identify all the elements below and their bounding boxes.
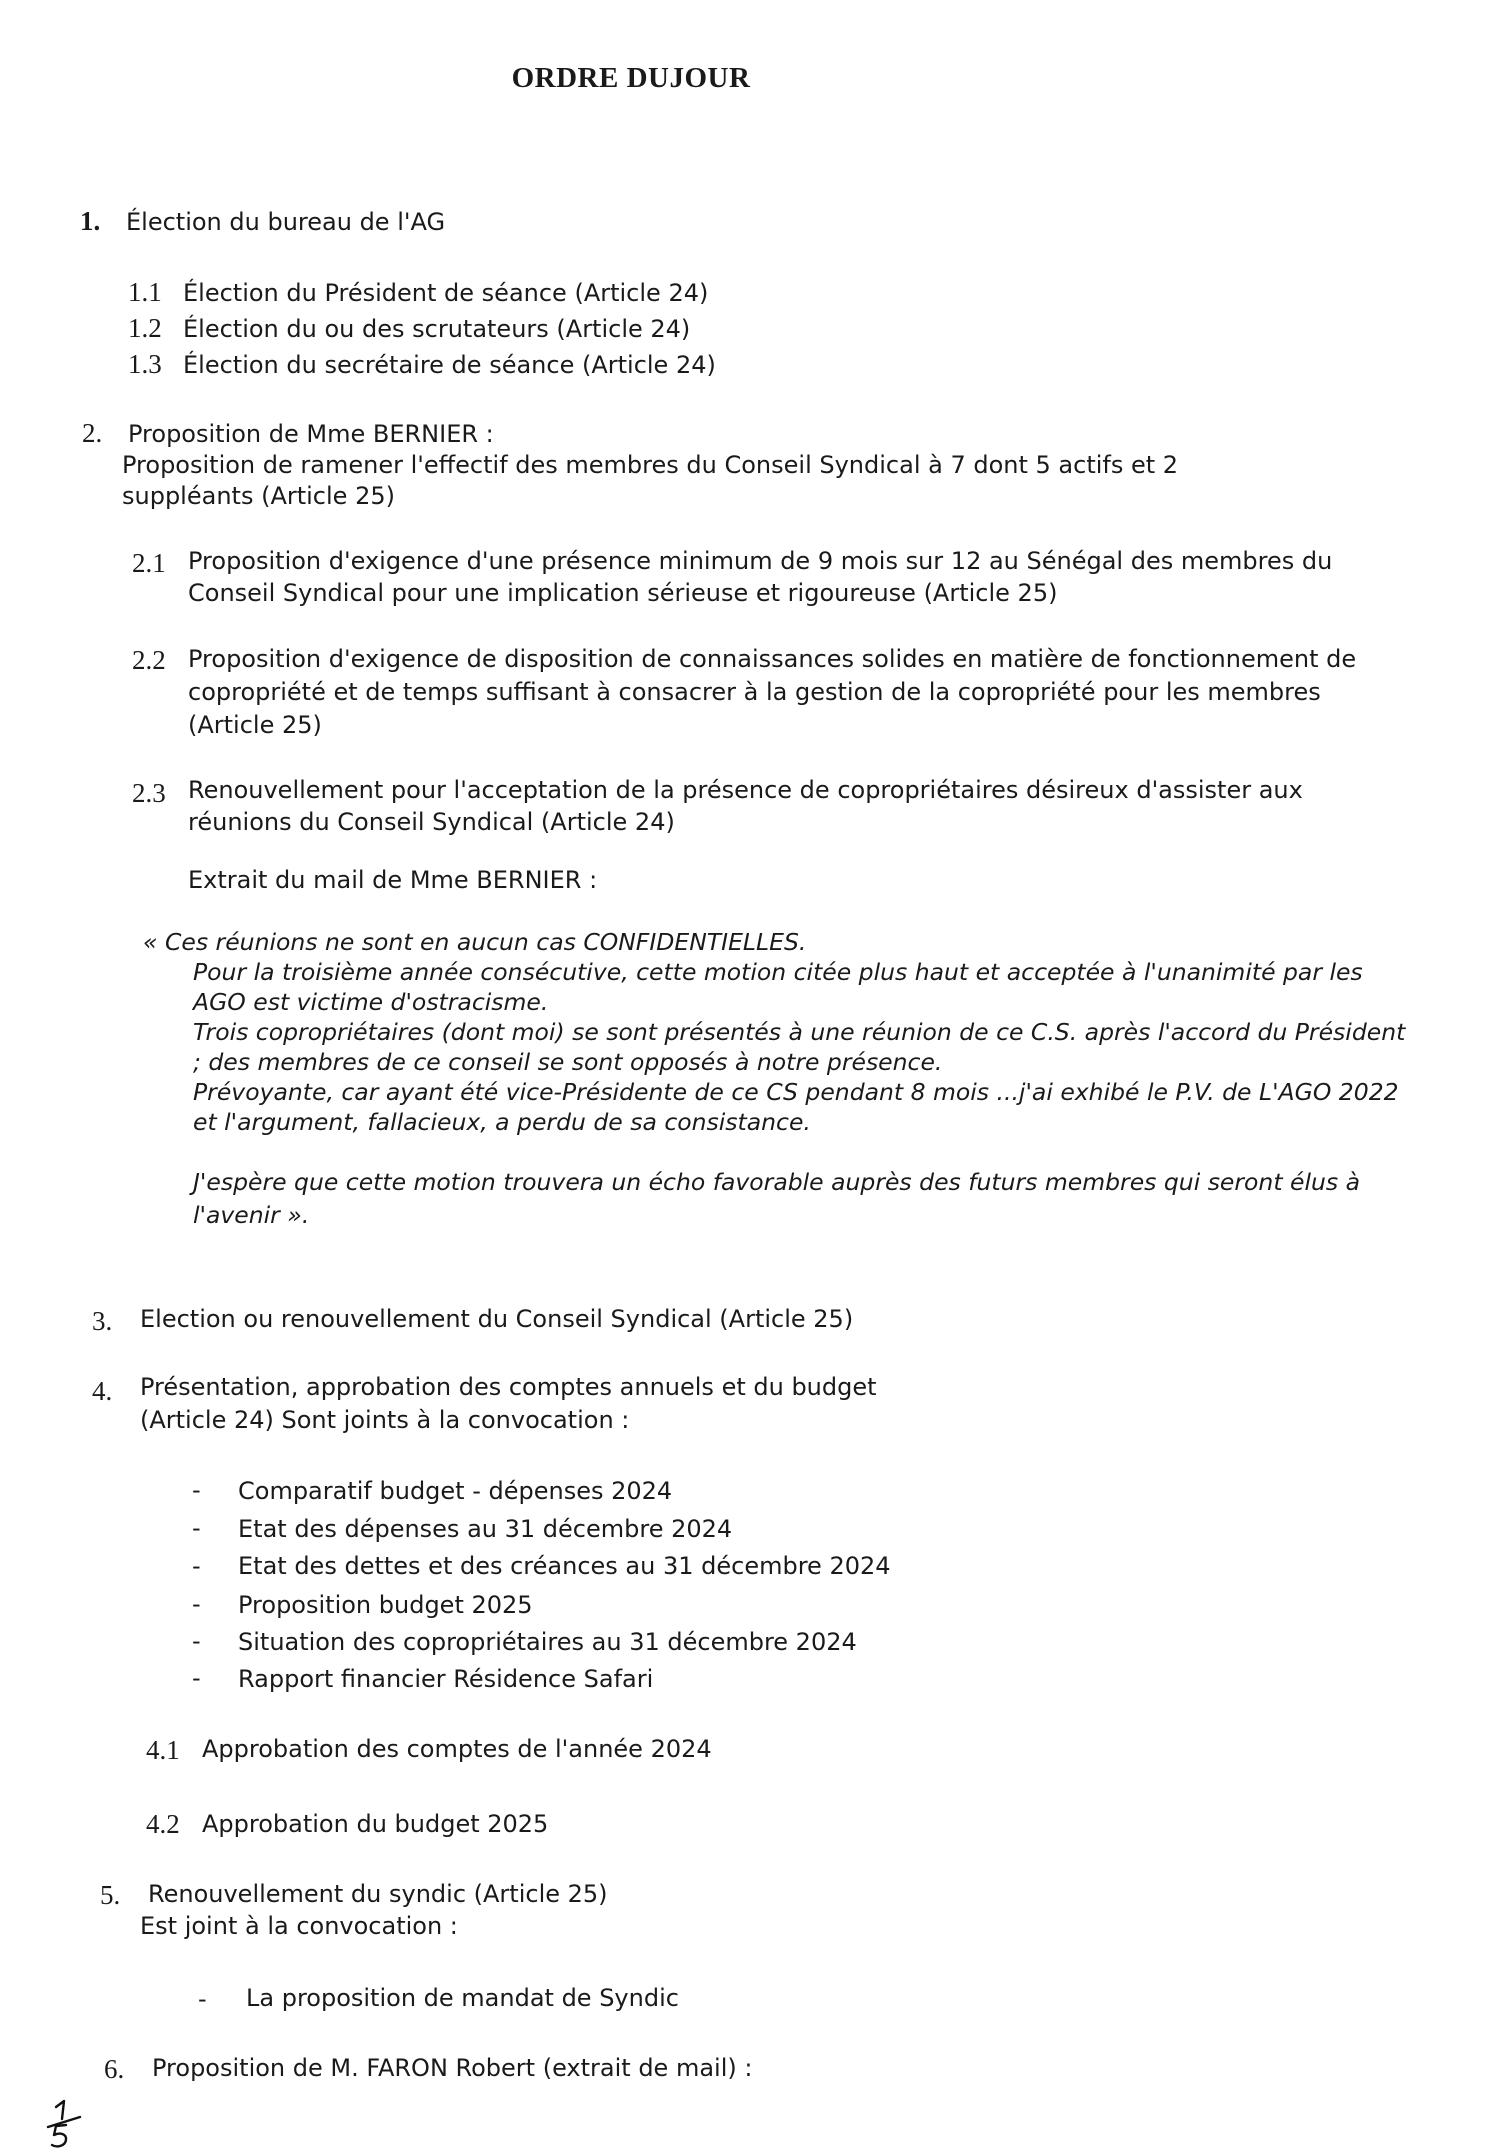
handwritten-page-number [42, 2095, 102, 2151]
subitem-4-2-label: Approbation du budget 2025 [202, 1810, 549, 1838]
subitem-2-1-number: 2.1 [132, 548, 166, 578]
item-5-number: 5. [100, 1880, 121, 1910]
page-title: ORDRE DUJOUR [511, 62, 751, 94]
subitem-4-1-number: 4.1 [146, 1735, 180, 1765]
subitem-1-1-number: 1.1 [128, 277, 162, 307]
item-6-label: Proposition de M. FARON Robert (extrait de mail) : [152, 2054, 753, 2082]
subitem-1-1-label: Élection du Président de séance (Article 24) [183, 279, 709, 307]
doc-item-1: Comparatif budget - dépenses 2024 [238, 1477, 673, 1505]
quote-line-9: l'avenir ». [193, 1201, 310, 1229]
bullet-dash: - [192, 1514, 201, 1542]
quote-line-3: AGO est victime d'ostracisme. [193, 988, 549, 1016]
quote-line-5: ; des membres de ce conseil se sont opposés à notre présence. [193, 1048, 943, 1076]
bullet-dash: - [198, 1985, 207, 2013]
quote-line-2: Pour la troisième année consécutive, cette motion citée plus haut et acceptée à l'unanimité par les [193, 958, 1363, 986]
subitem-1-2-label: Élection du ou des scrutateurs (Article 24) [183, 315, 691, 343]
doc-item-3: Etat des dettes et des créances au 31 décembre 2024 [238, 1552, 891, 1580]
item-6-number: 6. [104, 2054, 125, 2084]
subitem-4-1-label: Approbation des comptes de l'année 2024 [202, 1735, 712, 1763]
doc-item-5: Situation des copropriétaires au 31 décembre 2024 [238, 1628, 857, 1656]
quote-line-8: J'espère que cette motion trouvera un écho favorable auprès des futurs membres qui seront élus à [193, 1168, 1361, 1196]
item-3-number: 3. [92, 1306, 113, 1336]
item-1-number: 1. [80, 206, 101, 236]
subitem-2-2-line-1: Proposition d'exigence de disposition de connaissances solides en matière de fonctionnement de [188, 645, 1357, 673]
bullet-dash: - [192, 1476, 201, 1504]
quote-line-1: « Ces réunions ne sont en aucun cas CONFIDENTIELLES. [143, 928, 807, 956]
subitem-2-3-line-2: réunions du Conseil Syndical (Article 24) [188, 808, 675, 836]
quote-line-4: Trois copropriétaires (dont moi) se sont présentés à une réunion de ce C.S. après l'accord du Président [193, 1018, 1406, 1046]
bullet-dash: - [192, 1664, 201, 1692]
subitem-2-1-line-2: Conseil Syndical pour une implication sérieuse et rigoureuse (Article 25) [188, 579, 1058, 607]
subitem-1-2-number: 1.2 [128, 313, 162, 343]
subitem-2-3-line-1: Renouvellement pour l'acceptation de la présence de copropriétaires désireux d'assister aux [188, 776, 1303, 804]
item-2-label: Proposition de Mme BERNIER : [128, 420, 494, 448]
item-4-line-1: Présentation, approbation des comptes annuels et du budget [140, 1373, 877, 1401]
item-2-description-line-1: Proposition de ramener l'effectif des membres du Conseil Syndical à 7 dont 5 actifs et 2 [122, 451, 1179, 479]
subitem-2-2-number: 2.2 [132, 645, 166, 675]
bullet-dash: - [192, 1627, 201, 1655]
subitem-1-3-label: Élection du secrétaire de séance (Article 24) [183, 351, 716, 379]
item-4-number: 4. [92, 1376, 113, 1406]
subitem-2-3-number: 2.3 [132, 778, 166, 808]
subitem-2-1-line-1: Proposition d'exigence d'une présence minimum de 9 mois sur 12 au Sénégal des membres du [188, 547, 1333, 575]
doc-item-syndic: La proposition de mandat de Syndic [246, 1984, 679, 2012]
bullet-dash: - [192, 1590, 201, 1618]
subitem-2-2-line-3: (Article 25) [188, 711, 322, 739]
quote-line-6: Prévoyante, car ayant été vice-Présidente de ce CS pendant 8 mois ...j'ai exhibé le P.V. de L'AGO 2022 [193, 1078, 1399, 1106]
subitem-1-3-number: 1.3 [128, 349, 162, 379]
item-1-label: Élection du bureau de l'AG [126, 208, 446, 236]
subitem-2-2-line-2: copropriété et de temps suffisant à consacrer à la gestion de la copropriété pour les membres [188, 678, 1321, 706]
subitem-4-2-number: 4.2 [146, 1809, 180, 1839]
extract-label: Extrait du mail de Mme BERNIER : [188, 866, 598, 894]
item-2-number: 2. [82, 418, 103, 448]
doc-item-4: Proposition budget 2025 [238, 1591, 533, 1619]
doc-item-6: Rapport financier Résidence Safari [238, 1665, 654, 1693]
doc-item-2: Etat des dépenses au 31 décembre 2024 [238, 1515, 733, 1543]
item-5-label: Renouvellement du syndic (Article 25) [148, 1880, 608, 1908]
item-5-line-2: Est joint à la convocation : [140, 1912, 458, 1940]
item-2-description-line-2: suppléants (Article 25) [122, 482, 395, 510]
quote-line-7: et l'argument, fallacieux, a perdu de sa consistance. [193, 1108, 811, 1136]
item-3-label: Election ou renouvellement du Conseil Syndical (Article 25) [140, 1305, 854, 1333]
bullet-dash: - [192, 1552, 201, 1580]
item-4-line-2: (Article 24) Sont joints à la convocation : [140, 1406, 630, 1434]
